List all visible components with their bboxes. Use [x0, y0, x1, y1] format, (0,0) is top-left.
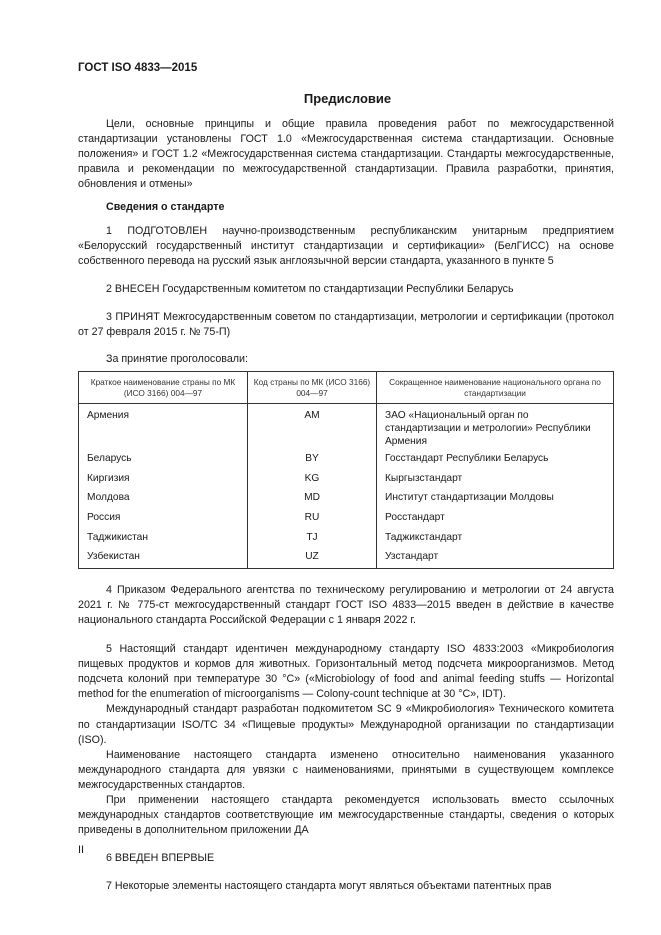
item-6: 6 ВВЕДЕН ВПЕРВЫЕ — [106, 852, 215, 865]
vote-label: За принятие проголосовали: — [106, 353, 248, 366]
code-cell: BY — [248, 450, 377, 470]
item-5-paragraph-3: Наименование настоящего стандарта изменено относительно наименования указанного международного стандарта для увязки с наименованиями, принятыми в существующем комплексе межгосударственных стандартов. — [78, 748, 614, 791]
item-5: 5 Настоящий стандарт идентичен международному стандарту ISO 4833:2003 «Микробиология пищевых продуктов и кормов для животных. Горизонтальный метод подсчета микроорганизмов. Метод подсчета колоний при температуре 30 °C» («Microbiology of food and animal feeding stuffs — Horizontal method for the enumeration of microorganisms — Colony-count technique at 30 °C», IDT). — [78, 643, 614, 701]
table-row — [79, 470, 614, 490]
table-header-agency: Сокращенное наименование национального органа по стандартизации — [377, 372, 614, 404]
agency-cell: Таджикстандарт — [377, 529, 614, 549]
code-cell: UZ — [248, 548, 377, 568]
agency-cell: Кыргызстандарт — [377, 470, 614, 490]
table-row — [79, 548, 614, 568]
intro-paragraph: Цели, основные принципы и общие правила проведения работ по межгосударственной стандартизации установлены ГОСТ 1.0 «Межгосударственная система стандартизации. Основные положения» и ГОСТ 1.2 «Межгосударственная система стандартизации. Стандарты межгосударственные, правила и рекомендации по межгосударственной стандартизации. Правила разработки, принятия, обновления и отмены» — [78, 118, 614, 191]
page-title: Предисловие — [303, 91, 392, 106]
code-cell: KG — [248, 470, 377, 490]
item-4: 4 Приказом Федерального агентства по техническому регулированию и метрологии от 24 августа 2021 г. № 775-ст межгосударственный стандарт ГОСТ ISO 4833—2015 введен в действие в качестве национального стандарта Российской Федерации с 1 января 2022 г. — [78, 583, 614, 626]
table-header-code: Код страны по МК (ИСО 3166) 004—97 — [248, 372, 377, 404]
item-7: 7 Некоторые элементы настоящего стандарта могут являться объектами патентных прав — [106, 880, 552, 893]
table-row — [79, 489, 614, 509]
code-cell: AM — [248, 404, 377, 451]
code-cell: MD — [248, 489, 377, 509]
agency-cell: Госстандарт Республики Беларусь — [377, 450, 614, 470]
table-header-country: Краткое наименование страны по МК (ИСО 3166) 004—97 — [79, 372, 248, 404]
agency-cell: Росстандарт — [377, 509, 614, 529]
country-cell: Армения — [79, 404, 248, 451]
item-5-paragraph-2: Международный стандарт разработан подкомитетом SC 9 «Микробиология» Технического комитета по стандартизации ISO/TC 34 «Пищевые продукты» Международной организации по стандартизации (ISO). — [78, 703, 614, 746]
item-3: 3 ПРИНЯТ Межгосударственным советом по стандартизации, метрологии и сертификации (протокол от 27 февраля 2015 г. № 75-П) — [78, 310, 614, 339]
agency-cell: Институт стандартизации Молдовы — [377, 489, 614, 509]
country-cell: Молдова — [79, 489, 248, 509]
country-cell: Россия — [79, 509, 248, 529]
country-cell: Таджикистан — [79, 529, 248, 549]
country-cell: Узбекистан — [79, 548, 248, 568]
agency-cell: ЗАО «Национальный орган по стандартизации и метрологии» Республики Армения — [377, 404, 614, 451]
page-header: ГОСТ ISO 4833—2015 — [78, 62, 198, 74]
item-5-paragraph-4: При применении настоящего стандарта рекомендуется использовать вместо ссылочных международных стандартов соответствующие им межгосударственные стандарты, сведения о которых приведены в дополнительном приложении ДА — [78, 794, 614, 837]
item-1: 1 ПОДГОТОВЛЕН научно-производственным республиканским унитарным предприятием «Белорусский государственный институт стандартизации и сертификации» (БелГИСС) на основе собственного перевода на русский язык англоязычной версии стандарта, указанного в пункте 5 — [78, 224, 614, 267]
table-row — [79, 450, 614, 470]
agency-cell: Узстандарт — [377, 548, 614, 568]
code-cell: RU — [248, 509, 377, 529]
section-heading: Сведения о стандарте — [106, 201, 225, 214]
country-cell: Киргизия — [79, 470, 248, 490]
table-row — [79, 404, 614, 451]
voting-table — [78, 371, 614, 569]
code-cell: TJ — [248, 529, 377, 549]
page-number: II — [78, 844, 85, 856]
table-row — [79, 509, 614, 529]
item-2: 2 ВНЕСЕН Государственным комитетом по стандартизации Республики Беларусь — [106, 282, 514, 295]
document-body — [78, 117, 614, 894]
country-cell: Беларусь — [79, 450, 248, 470]
table-row — [79, 529, 614, 549]
